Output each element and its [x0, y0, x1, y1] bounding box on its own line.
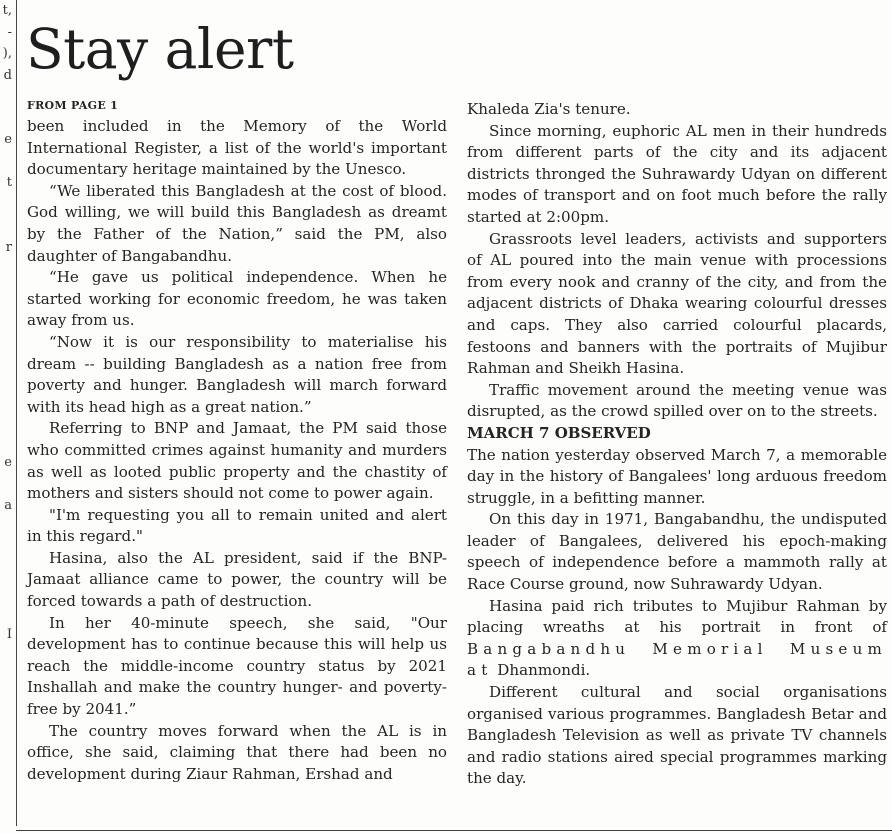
- paragraph: Referring to BNP and Jamaat, the PM said those who committed crimes against humanity and murders as well as looted public property and the chastity of mothers and sisters should not come to power again.: [27, 419, 447, 503]
- edge-fragment: [0, 602, 14, 624]
- edge-fragment: [0, 538, 14, 560]
- paragraph: Since morning, euphoric AL men in their hundreds from different parts of the city and its adjacent districts thronged the Suhrawardy Udyan on different modes of transport and on foot much before the rally started at 2:00pm.: [467, 121, 887, 226]
- edge-fragment: [0, 86, 14, 108]
- edge-fragment: [0, 344, 14, 366]
- paragraph: “Now it is our responsibility to materialise his dream -- building Bangladesh as a nation free from poverty and hunger. Bangladesh will march forward with its head high as a great nation.”: [27, 332, 447, 416]
- edge-fragment: [0, 108, 14, 130]
- edge-fragment: [0, 366, 14, 388]
- column-divider: [16, 0, 17, 826]
- edge-fragment: a: [4, 497, 12, 513]
- paragraph: been included in the Memory of the World International Register, a list of the world's important documentary heritage maintained by the Unesco.: [27, 117, 447, 179]
- paragraph: In her 40-minute speech, she said, "Our development has to continue because this will help us reach the middle-income country status by 2021 Inshallah and make the country hunger- and poverty-free by 2041.”: [27, 613, 447, 719]
- bottom-rule: [16, 830, 892, 831]
- paragraph: Traffic movement around the meeting venue was disrupted, as the crowd spilled over on to the streets.: [467, 380, 887, 421]
- edge-fragment: [0, 559, 14, 581]
- paragraph: "I'm requesting you all to remain united and alert in this regard.": [27, 505, 447, 546]
- paragraph: [467, 596, 887, 682]
- paragraph: Hasina, also the AL president, said if the BNP-Jamaat alliance came to power, the country will be forced towards a path of destruction.: [27, 548, 447, 611]
- edge-fragment: -: [7, 24, 12, 40]
- edge-fragment: ),: [2, 46, 12, 61]
- tribute-text: Hasina paid rich tributes to Mujibur Rahman by placing wreaths at his portrait in front of: [467, 596, 887, 637]
- paragraph: Grassroots level leaders, activists and supporters of AL poured into the main venue with processions from every nook and cranny of the city, and from the adjacent districts of Dhaka wearing colourful dresses and caps. They also carried colourful placards, festoons and banners with the portraits of Mujibur Rahman and Sheikh Hasina.: [467, 229, 887, 378]
- edge-fragment: I: [6, 626, 12, 642]
- edge-fragment: [0, 258, 14, 280]
- edge-fragment: [0, 516, 14, 538]
- edge-fragment: e: [4, 454, 12, 470]
- edge-fragment: [0, 215, 14, 237]
- edge-fragment: [0, 301, 14, 323]
- paragraph: The country moves forward when the AL is in office, she said, claiming that there had been no development during Ziaur Rahman, Ershad and: [27, 721, 447, 783]
- paragraph: Different cultural and social organisations organised various programmes. Bangladesh Betar and Bangladesh Television as well as private TV channels and radio stations aired special programmes marking the day.: [467, 683, 887, 788]
- edge-fragment: [0, 194, 14, 216]
- paragraph: “He gave us political independence. When he started working for economic freedom, he was taken away from us.: [27, 268, 447, 330]
- subhead: MARCH 7 OBSERVED: [467, 423, 651, 442]
- article-column-right: [467, 99, 887, 790]
- paragraph: On this day in 1971, Bangabandhu, the undisputed leader of Bangalees, delivered his epoch-making speech of independence before a mammoth rally at Race Course ground, now Suhrawardy Udyan.: [467, 510, 887, 594]
- headline: Stay alert: [26, 17, 294, 81]
- adjacent-column-fragment: [0, 0, 14, 833]
- edge-fragment: [0, 151, 14, 173]
- from-page-kicker: FROM PAGE 1: [27, 99, 119, 112]
- edge-fragment: [0, 409, 14, 431]
- edge-fragment: r: [5, 239, 12, 255]
- edge-fragment: [0, 323, 14, 345]
- paragraph: The nation yesterday observed March 7, a memorable day in the history of Bangalees' long arduous freedom struggle, in a befitting manner.: [467, 445, 887, 507]
- paragraph: Khaleda Zia's tenure.: [467, 100, 631, 118]
- edge-fragment: [0, 387, 14, 409]
- edge-fragment: [0, 473, 14, 495]
- edge-fragment: [0, 581, 14, 603]
- tribute-location: Dhanmondi.: [497, 661, 591, 680]
- paragraph: “We liberated this Bangladesh at the cost of blood. God willing, we will build this Bangladesh as dreamt by the Father of the Nation,” said the PM, also daughter of Bangabandhu.: [27, 181, 447, 265]
- tribute-museum-text: Bangabandhu Memorial Museum at: [467, 639, 887, 680]
- edge-fragment: t: [6, 175, 12, 190]
- edge-fragment: e: [4, 132, 12, 147]
- edge-fragment: t,: [2, 3, 12, 18]
- edge-fragment: [0, 280, 14, 302]
- edge-fragment: [0, 430, 14, 452]
- article-column-left: [27, 98, 447, 785]
- edge-fragment: d: [3, 67, 12, 83]
